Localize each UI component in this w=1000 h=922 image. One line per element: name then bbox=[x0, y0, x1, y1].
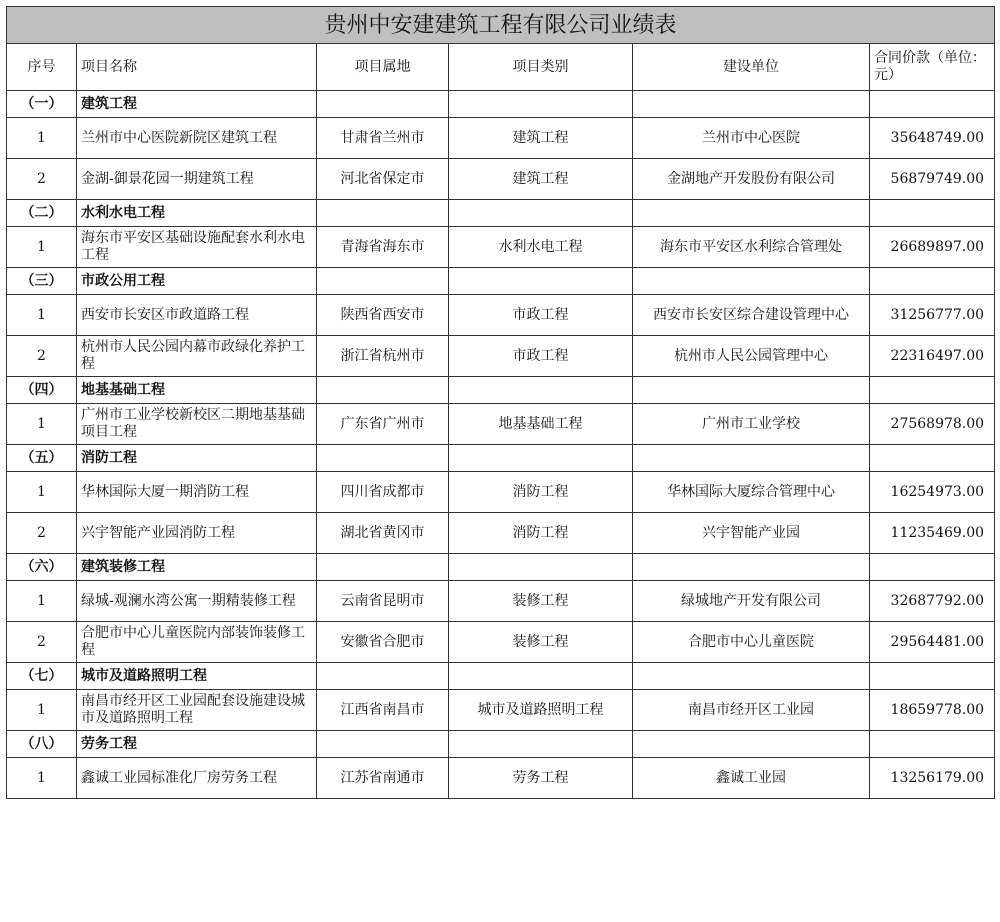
section-number: （七） bbox=[7, 663, 77, 690]
row-index: 2 bbox=[7, 622, 77, 663]
section-name: 城市及道路照明工程 bbox=[77, 663, 317, 690]
table-row bbox=[7, 159, 995, 200]
header-location: 项目属地 bbox=[317, 44, 449, 91]
project-category: 城市及道路照明工程 bbox=[449, 690, 633, 731]
empty-cell bbox=[449, 554, 633, 581]
project-category: 水利水电工程 bbox=[449, 227, 633, 268]
empty-cell bbox=[317, 445, 449, 472]
project-category: 劳务工程 bbox=[449, 758, 633, 799]
project-name: 海东市平安区基础设施配套水利水电工程 bbox=[77, 227, 317, 268]
project-category: 建筑工程 bbox=[449, 159, 633, 200]
empty-cell bbox=[633, 377, 870, 404]
empty-cell bbox=[633, 268, 870, 295]
header-project-name: 项目名称 bbox=[77, 44, 317, 91]
row-index: 1 bbox=[7, 118, 77, 159]
empty-cell bbox=[317, 663, 449, 690]
project-location: 湖北省黄冈市 bbox=[317, 513, 449, 554]
contract-price: 11235469.00 bbox=[870, 513, 995, 554]
empty-cell bbox=[449, 445, 633, 472]
client-unit: 广州市工业学校 bbox=[633, 404, 870, 445]
client-unit: 金湖地产开发股份有限公司 bbox=[633, 159, 870, 200]
section-number: （八） bbox=[7, 731, 77, 758]
contract-price: 56879749.00 bbox=[870, 159, 995, 200]
section-name: 市政公用工程 bbox=[77, 268, 317, 295]
empty-cell bbox=[870, 731, 995, 758]
row-index: 2 bbox=[7, 159, 77, 200]
empty-cell bbox=[449, 377, 633, 404]
project-location: 甘肃省兰州市 bbox=[317, 118, 449, 159]
table-row bbox=[7, 581, 995, 622]
project-location: 浙江省杭州市 bbox=[317, 336, 449, 377]
header-category: 项目类别 bbox=[449, 44, 633, 91]
client-unit: 西安市长安区综合建设管理中心 bbox=[633, 295, 870, 336]
empty-cell bbox=[317, 200, 449, 227]
client-unit: 兰州市中心医院 bbox=[633, 118, 870, 159]
contract-price: 31256777.00 bbox=[870, 295, 995, 336]
row-index: 1 bbox=[7, 404, 77, 445]
section-row bbox=[7, 91, 995, 118]
section-row bbox=[7, 731, 995, 758]
table-row bbox=[7, 404, 995, 445]
table-row bbox=[7, 295, 995, 336]
empty-cell bbox=[633, 554, 870, 581]
section-name: 地基基础工程 bbox=[77, 377, 317, 404]
contract-price: 16254973.00 bbox=[870, 472, 995, 513]
project-category: 消防工程 bbox=[449, 472, 633, 513]
client-unit: 华林国际大厦综合管理中心 bbox=[633, 472, 870, 513]
section-number: （三） bbox=[7, 268, 77, 295]
section-row bbox=[7, 663, 995, 690]
empty-cell bbox=[449, 268, 633, 295]
client-unit: 合肥市中心儿童医院 bbox=[633, 622, 870, 663]
project-name: 鑫诚工业园标准化厂房劳务工程 bbox=[77, 758, 317, 799]
project-location: 江苏省南通市 bbox=[317, 758, 449, 799]
contract-price: 32687792.00 bbox=[870, 581, 995, 622]
project-category: 建筑工程 bbox=[449, 118, 633, 159]
client-unit: 鑫诚工业园 bbox=[633, 758, 870, 799]
empty-cell bbox=[633, 445, 870, 472]
project-category: 地基基础工程 bbox=[449, 404, 633, 445]
empty-cell bbox=[633, 663, 870, 690]
table-row bbox=[7, 758, 995, 799]
table-row bbox=[7, 472, 995, 513]
empty-cell bbox=[317, 554, 449, 581]
header-client: 建设单位 bbox=[633, 44, 870, 91]
project-name: 绿城-观澜水湾公寓一期精装修工程 bbox=[77, 581, 317, 622]
section-number: （二） bbox=[7, 200, 77, 227]
empty-cell bbox=[870, 663, 995, 690]
empty-cell bbox=[870, 445, 995, 472]
project-location: 安徽省合肥市 bbox=[317, 622, 449, 663]
contract-price: 22316497.00 bbox=[870, 336, 995, 377]
empty-cell bbox=[317, 731, 449, 758]
contract-price: 18659778.00 bbox=[870, 690, 995, 731]
project-location: 广东省广州市 bbox=[317, 404, 449, 445]
project-location: 云南省昆明市 bbox=[317, 581, 449, 622]
section-name: 建筑工程 bbox=[77, 91, 317, 118]
table-row bbox=[7, 336, 995, 377]
project-location: 江西省南昌市 bbox=[317, 690, 449, 731]
row-index: 1 bbox=[7, 690, 77, 731]
empty-cell bbox=[317, 377, 449, 404]
table-row bbox=[7, 118, 995, 159]
project-location: 河北省保定市 bbox=[317, 159, 449, 200]
row-index: 1 bbox=[7, 581, 77, 622]
contract-price: 13256179.00 bbox=[870, 758, 995, 799]
empty-cell bbox=[870, 200, 995, 227]
row-index: 2 bbox=[7, 336, 77, 377]
empty-cell bbox=[449, 731, 633, 758]
section-name: 水利水电工程 bbox=[77, 200, 317, 227]
client-unit: 绿城地产开发有限公司 bbox=[633, 581, 870, 622]
client-unit: 海东市平安区水利综合管理处 bbox=[633, 227, 870, 268]
project-category: 装修工程 bbox=[449, 622, 633, 663]
performance-table bbox=[6, 6, 995, 799]
project-name: 杭州市人民公园内幕市政绿化养护工程 bbox=[77, 336, 317, 377]
empty-cell bbox=[870, 377, 995, 404]
project-location: 青海省海东市 bbox=[317, 227, 449, 268]
section-number: （四） bbox=[7, 377, 77, 404]
empty-cell bbox=[633, 91, 870, 118]
client-unit: 杭州市人民公园管理中心 bbox=[633, 336, 870, 377]
project-category: 市政工程 bbox=[449, 336, 633, 377]
empty-cell bbox=[870, 91, 995, 118]
row-index: 1 bbox=[7, 227, 77, 268]
table-row bbox=[7, 227, 995, 268]
row-index: 2 bbox=[7, 513, 77, 554]
empty-cell bbox=[317, 91, 449, 118]
section-name: 消防工程 bbox=[77, 445, 317, 472]
table-row bbox=[7, 622, 995, 663]
project-name: 金湖-御景花园一期建筑工程 bbox=[77, 159, 317, 200]
project-category: 装修工程 bbox=[449, 581, 633, 622]
empty-cell bbox=[870, 268, 995, 295]
section-name: 建筑装修工程 bbox=[77, 554, 317, 581]
header-contract-price: 合同价款（单位：元） bbox=[870, 44, 995, 91]
row-index: 1 bbox=[7, 295, 77, 336]
project-name: 合肥市中心儿童医院内部装饰装修工程 bbox=[77, 622, 317, 663]
client-unit: 南昌市经开区工业园 bbox=[633, 690, 870, 731]
section-row bbox=[7, 445, 995, 472]
header-row bbox=[7, 44, 995, 91]
contract-price: 35648749.00 bbox=[870, 118, 995, 159]
empty-cell bbox=[449, 91, 633, 118]
table-title: 贵州中安建建筑工程有限公司业绩表 bbox=[7, 7, 995, 44]
empty-cell bbox=[449, 663, 633, 690]
section-number: （六） bbox=[7, 554, 77, 581]
client-unit: 兴宇智能产业园 bbox=[633, 513, 870, 554]
section-number: （五） bbox=[7, 445, 77, 472]
empty-cell bbox=[317, 268, 449, 295]
project-location: 四川省成都市 bbox=[317, 472, 449, 513]
project-name: 华林国际大厦一期消防工程 bbox=[77, 472, 317, 513]
contract-price: 29564481.00 bbox=[870, 622, 995, 663]
section-row bbox=[7, 200, 995, 227]
empty-cell bbox=[449, 200, 633, 227]
contract-price: 26689897.00 bbox=[870, 227, 995, 268]
project-category: 市政工程 bbox=[449, 295, 633, 336]
project-location: 陕西省西安市 bbox=[317, 295, 449, 336]
table-row bbox=[7, 513, 995, 554]
empty-cell bbox=[870, 554, 995, 581]
section-row bbox=[7, 268, 995, 295]
section-number: （一） bbox=[7, 91, 77, 118]
section-row bbox=[7, 554, 995, 581]
empty-cell bbox=[633, 200, 870, 227]
project-name: 兰州市中心医院新院区建筑工程 bbox=[77, 118, 317, 159]
empty-cell bbox=[633, 731, 870, 758]
header-index: 序号 bbox=[7, 44, 77, 91]
table-row bbox=[7, 690, 995, 731]
project-name: 西安市长安区市政道路工程 bbox=[77, 295, 317, 336]
contract-price: 27568978.00 bbox=[870, 404, 995, 445]
section-row bbox=[7, 377, 995, 404]
project-category: 消防工程 bbox=[449, 513, 633, 554]
row-index: 1 bbox=[7, 472, 77, 513]
row-index: 1 bbox=[7, 758, 77, 799]
section-name: 劳务工程 bbox=[77, 731, 317, 758]
project-name: 南昌市经开区工业园配套设施建设城市及道路照明工程 bbox=[77, 690, 317, 731]
project-name: 兴宇智能产业园消防工程 bbox=[77, 513, 317, 554]
project-name: 广州市工业学校新校区二期地基基础项目工程 bbox=[77, 404, 317, 445]
